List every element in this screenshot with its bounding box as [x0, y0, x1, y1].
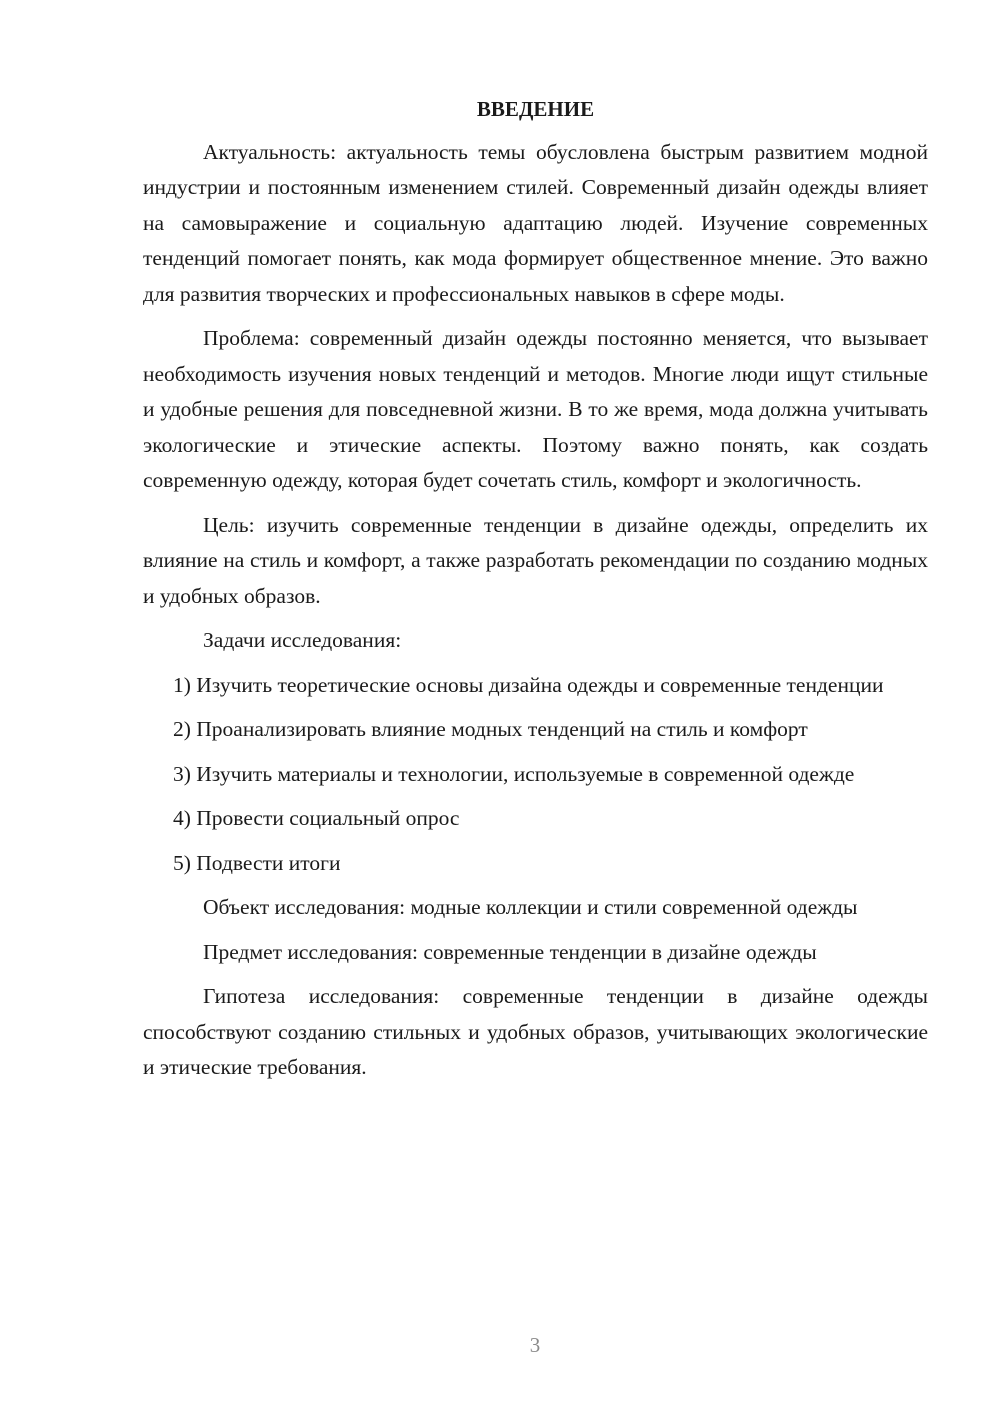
tasks-heading: Задачи исследования:: [203, 628, 402, 652]
document-page: [143, 92, 928, 1095]
goal-paragraph: Цель: изучить современные тенденции в дизайне одежды, определить их влияние на стиль и комфорт, а также разработать рекомендации по созданию модных и удобных образов.: [143, 512, 928, 608]
problem-paragraph: Проблема: современный дизайн одежды постоянно меняется, что вызывает необходимость изучения новых тенденций и методов. Многие люди ищут стильные и удобные решения для повседневной жизни. В то же время, мода должна учитывать экологические и этические аспекты. Поэтому важно понять, как создать современную одежду, которая будет сочетать стиль, комфорт и экологичность.: [143, 326, 928, 492]
task-item: 4) Провести социальный опрос: [173, 806, 460, 830]
task-item: 3) Изучить материалы и технологии, используемые в современной одежде: [173, 761, 855, 786]
relevance-paragraph: Актуальность: актуальность темы обусловлена быстрым развитием модной индустрии и постоянным изменением стилей. Современный дизайн одежды влияет на самовыражение и социальную адаптацию людей. Изучение современных тенденций помогает понять, как мода формирует общественное мнение. Это важно для развития творческих и профессиональных навыков в сфере моды.: [143, 139, 928, 306]
hypothesis-paragraph: Гипотеза исследования: современные тенденции в дизайне одежды способствуют созданию стильных и удобных образов, учитывающих экологические и этические требования.: [143, 984, 928, 1079]
page-title: ВВЕДЕНИЕ: [476, 97, 595, 121]
task-item: 2) Проанализировать влияние модных тенденций на стиль и комфорт: [173, 717, 808, 741]
subject-paragraph: Предмет исследования: современные тенденции в дизайне одежды: [203, 939, 817, 964]
page-number: 3: [529, 1333, 541, 1357]
task-item: 5) Подвести итоги: [173, 850, 341, 875]
object-paragraph: Объект исследования: модные коллекции и стили современной одежды: [203, 895, 858, 919]
task-item: 1) Изучить теоретические основы дизайна одежды и современные тенденции: [173, 672, 884, 697]
